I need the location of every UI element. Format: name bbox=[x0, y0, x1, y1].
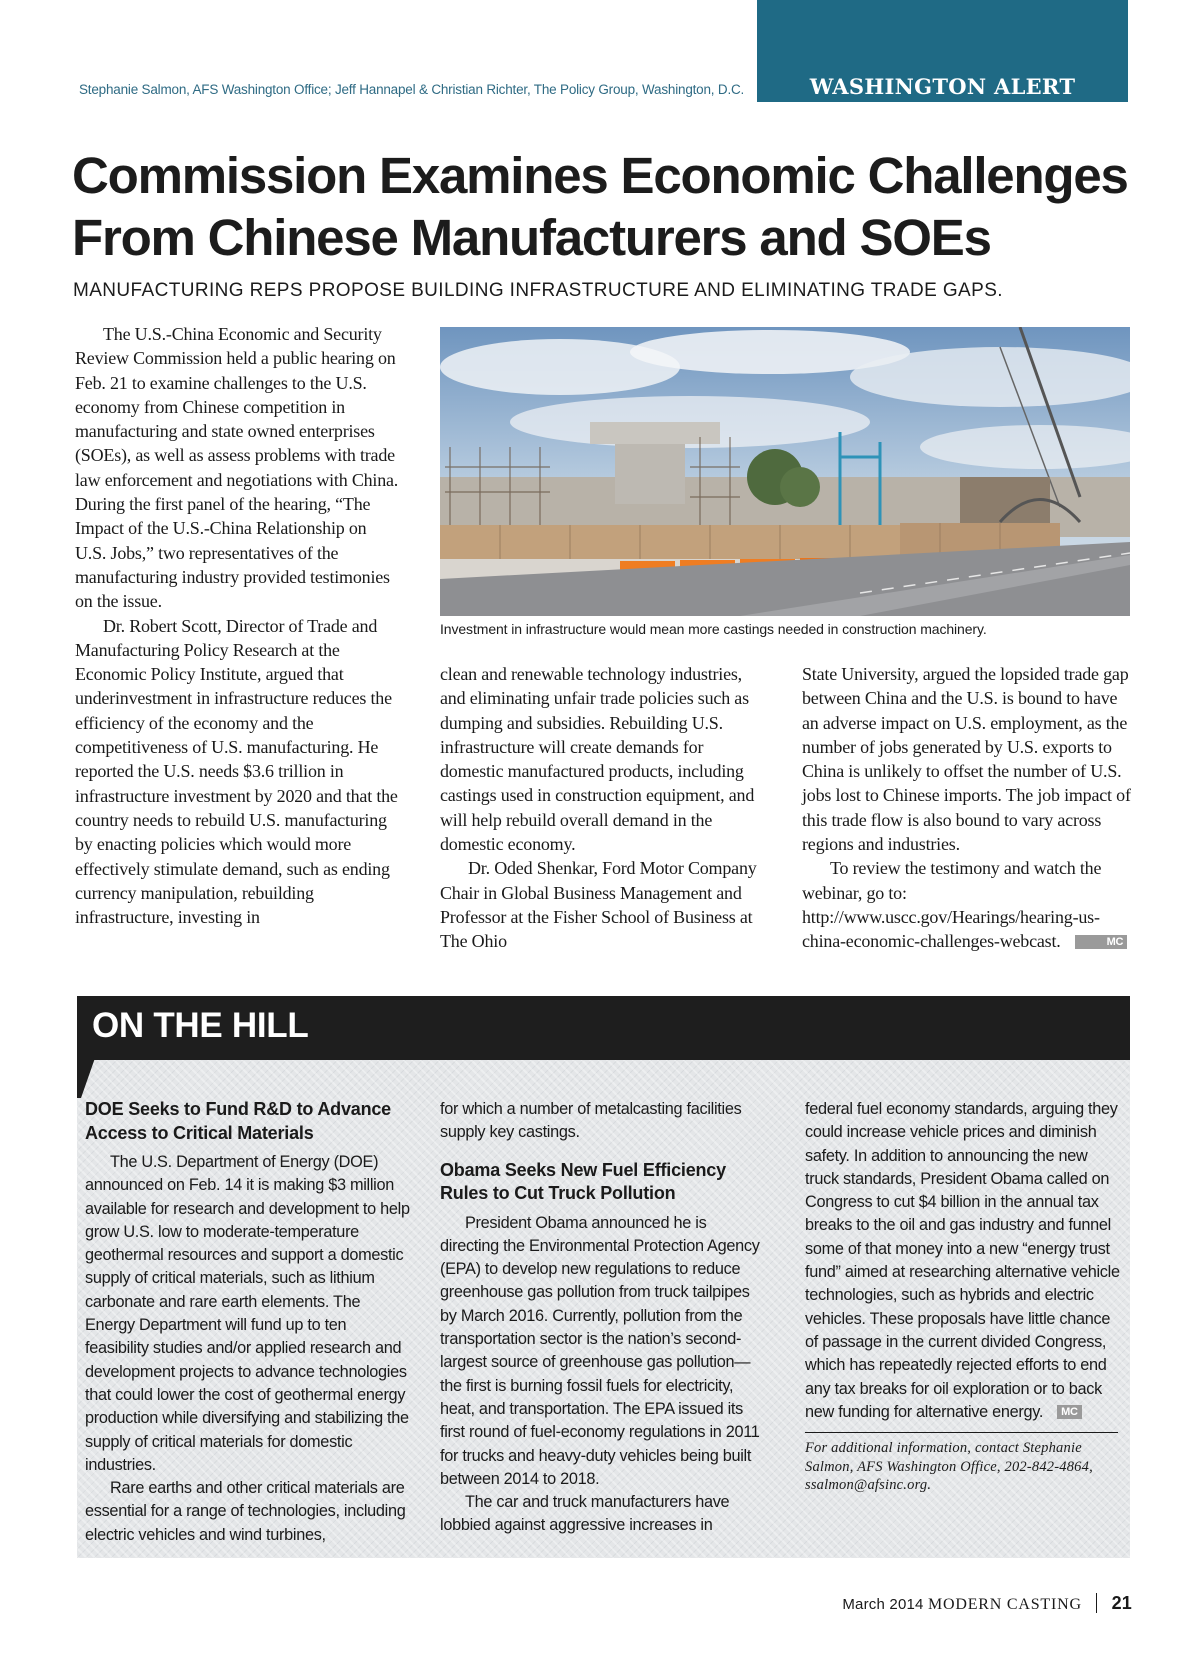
paragraph: Dr. Robert Scott, Director of Trade and Manufacturing Policy Research at the Economic Policy Institute, argued that underinvestment in infrastructure reduces the efficiency of the economy and the competitiveness of U.S. manufacturing. He reported the U.S. needs $3.6 trillion in infrastructure investment by 2020 and that the country needs to rebuild U.S. manufacturing by enacting policies which would more effectively stimulate demand, such as ending currency manipulation, rebuilding infrastructure, investing in bbox=[75, 615, 398, 928]
paragraph: Rare earths and other critical materials are essential for a range of technologies, including electric vehicles and wind turbines, bbox=[85, 1479, 406, 1544]
bar-notch-icon bbox=[77, 1058, 95, 1098]
paragraph: The U.S.-China Economic and Security Review Commission held a public hearing on Feb. 21 to examine challenges to the U.S. economy from Chinese competition in manufacturing and state owned enterprises (SOEs), as well as assess problems with trade law enforcement and negotiations with China. During the first panel of the hearing, “The Impact of the U.S.-China Relationship on U.S. Jobs,” two representatives of the manufacturing industry provided testimonies on the issue. bbox=[75, 324, 399, 612]
headline bbox=[72, 145, 1132, 269]
story-title: Obama Seeks New Fuel Efficiency Rules to Cut Truck Pollution bbox=[440, 1159, 726, 1204]
end-mark-icon: MC bbox=[1057, 1405, 1082, 1419]
story-title: DOE Seeks to Fund R&D to Advance Access to Critical Materials bbox=[85, 1099, 391, 1143]
section-label: WASHINGTON ALERT bbox=[809, 74, 1076, 99]
hill-column-2 bbox=[440, 1098, 765, 1538]
photo-caption: Investment in infrastructure would mean more castings needed in construction machinery. bbox=[440, 621, 987, 637]
byline: Stephanie Salmon, AFS Washington Office; Jeff Hannapel & Christian Richter, The Policy Group, Washington, D.C. bbox=[79, 82, 745, 97]
paragraph bbox=[802, 856, 1132, 953]
deck: MANUFACTURING REPS PROPOSE BUILDING INFRASTRUCTURE AND ELIMINATING TRADE GAPS. bbox=[73, 280, 1003, 301]
paragraph: President Obama announced he is directing the Environmental Protection Agency (EPA) to develop new regulations to reduce greenhouse gas pollution from truck tailpipes by March 2016. Currently, pollution from the transportation sector is the nation’s second-largest source of greenhouse gas pollution—the first is burning fossil fuels for electricity, heat, and transportation. The EPA issued its first round of fuel-economy regulations in 2011 for trucks and heavy-duty vehicles being built between 2014 to 2018. bbox=[440, 1213, 760, 1488]
paragraph: The car and truck manufacturers have lobbied against aggressive increases in bbox=[440, 1493, 730, 1535]
construction-photo bbox=[440, 327, 1130, 616]
webinar-text: To review the testimony and watch the webinar, go to: http://www.uscc.gov/Hearings/hearing-us-china-economic-challenges-webcast. bbox=[802, 858, 1102, 952]
paragraph bbox=[805, 1098, 1125, 1424]
page-number: 21 bbox=[1111, 1593, 1132, 1613]
paragraph: clean and renewable technology industries, and eliminating unfair trade policies such as dumping and subsidies. Rebuilding U.S. infrastructure will create demands for domestic manufactured products, including castings used in construction equipment, and will help rebuild overall demand in the domestic economy. bbox=[440, 664, 755, 855]
contact-info: For additional information, contact Stephanie Salmon, AFS Washington Office, 202-842-4864, ssalmon@afsinc.org. bbox=[805, 1440, 1093, 1494]
magazine-name: MODERN CASTING bbox=[927, 1596, 1082, 1613]
headline-line-2: From Chinese Manufacturers and SOEs bbox=[72, 209, 991, 266]
article-column-2 bbox=[440, 662, 770, 954]
page-footer bbox=[842, 1593, 1132, 1614]
paragraph: The U.S. Department of Energy (DOE) announced on Feb. 14 it is making $3 million available for research and development to help grow U.S. low to moderate-temperature geothermal resources and support a domestic supply of critical materials, such as lithium carbonate and rare earth elements. The Energy Department will fund up to ten feasibility studies and/or applied research and development projects to advance technologies that could lower the cost of geothermal energy production while diversifying and stabilizing the supply of critical materials for domestic industries. bbox=[85, 1153, 410, 1474]
issue-date: March 2014 bbox=[842, 1596, 924, 1613]
article-column-3 bbox=[802, 662, 1132, 954]
hill-column-1 bbox=[85, 1098, 410, 1547]
end-mark-icon: MC bbox=[1075, 935, 1128, 949]
divider bbox=[805, 1432, 1118, 1433]
paragraph: State University, argued the lopsided trade gap between China and the U.S. is bound to have an adverse impact on U.S. employment, as the number of jobs generated by U.S. exports to China is unlikely to offset the number of U.S. jobs lost to Chinese imports. The job impact of this trade flow is also bound to vary across regions and industries. bbox=[802, 664, 1131, 855]
article-column-1 bbox=[75, 322, 400, 929]
hill-column-3 bbox=[805, 1098, 1125, 1495]
headline-line-1: Commission Examines Economic Challenges bbox=[72, 147, 1128, 204]
paragraph: for which a number of metalcasting facilities supply key castings. bbox=[440, 1100, 742, 1142]
paragraph: Dr. Oded Shenkar, Ford Motor Company Chair in Global Business Management and Professor at the Fisher School of Business at The Ohio bbox=[440, 858, 757, 952]
divider bbox=[1096, 1593, 1097, 1613]
on-the-hill-title: ON THE HILL bbox=[92, 1006, 309, 1045]
story-text: federal fuel economy standards, arguing they could increase vehicle prices and diminish safety. In addition to announcing the new truck standards, President Obama called on Congress to cut $4 billion in the annual tax breaks to the oil and gas industry and funnel some of that money into a new “energy trust fund” aimed at researching alternative vehicle technologies, such as hybrids and electric vehicles. These proposals have little chance of passage in the current divided Congress, which has repeatedly rejected efforts to end any tax breaks for oil exploration or to back new funding for alternative energy. bbox=[805, 1100, 1120, 1421]
